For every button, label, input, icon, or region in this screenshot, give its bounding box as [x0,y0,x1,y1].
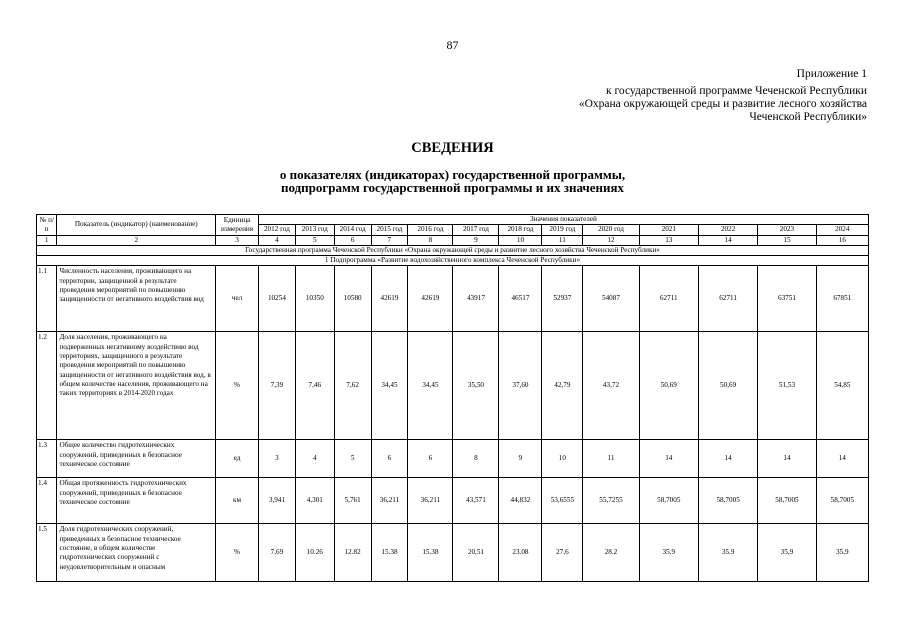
value-cell: 42619 [371,266,408,332]
header-year: 2019 год [542,225,583,235]
value-cell: 7,46 [295,332,334,440]
value-cell: 10254 [259,266,296,332]
value-cell: 35,50 [453,332,499,440]
column-number: 8 [408,235,453,245]
value-cell: 53,6555 [542,478,583,524]
column-number: 15 [758,235,816,245]
table-row [37,524,869,582]
value-cell: 35.9 [698,524,757,582]
header-year: 2023 [758,225,816,235]
value-cell: 36,211 [408,478,453,524]
subtitle-line: о показателях (индикаторах) государственной программы, [279,167,626,182]
appendix-line: «Охрана окружающей среды и развитие лесного хозяйства [578,98,867,110]
value-cell: 54087 [583,266,639,332]
value-cell: 15.38 [408,524,453,582]
header-no: № п/п [37,215,57,236]
column-number: 12 [583,235,639,245]
value-cell: 14 [816,440,868,478]
column-number: 11 [542,235,583,245]
value-cell: 34,45 [408,332,453,440]
value-cell: 6 [408,440,453,478]
value-cell: 43917 [453,266,499,332]
value-cell: 7,69 [259,524,296,582]
unit-cell: ед [216,440,259,478]
header-year: 2016 год [408,225,453,235]
column-number: 1 [37,235,57,245]
row-number: 1.3 [37,440,57,478]
value-cell: 62711 [639,266,698,332]
value-cell: 10580 [334,266,371,332]
indicator-name: Доля населения, проживающего на подверженных негативному воздействию вод территориях, защищенного в результате проведения мероприятий по повышению защищенности от негативного воздействия вод, в общем количестве населения, проживающего на таких территориях в 2014-2020 годах [57,332,216,440]
program-row [37,245,869,255]
table-row [37,332,869,440]
value-cell: 62711 [698,266,757,332]
column-number: 3 [216,235,259,245]
appendix-label: Приложение 1 [796,68,867,80]
header-year: 2013 год [295,225,334,235]
value-cell: 58,7005 [758,478,816,524]
value-cell: 37,60 [499,332,542,440]
header-year: 2020 год [583,225,639,235]
value-cell: 63751 [758,266,816,332]
value-cell: 3,941 [259,478,296,524]
indicator-name: Доля гидротехнических сооружений, приведенных в безопасное техническое состояние, в общем количестве гидротехнических сооружений с неудовлетворительным и опасным [57,524,216,582]
row-number: 1.2 [37,332,57,440]
header-year: 2017 год [453,225,499,235]
value-cell: 35,9 [816,524,868,582]
value-cell: 35.9 [639,524,698,582]
column-number: 14 [698,235,757,245]
value-cell: 10.26 [295,524,334,582]
value-cell: 3 [259,440,296,478]
column-number: 16 [816,235,868,245]
value-cell: 50,69 [639,332,698,440]
column-number: 4 [259,235,296,245]
indicators-table [36,214,869,582]
appendix-block [579,68,867,124]
value-cell: 20,51 [453,524,499,582]
value-cell: 28.2 [583,524,639,582]
value-cell: 55,7255 [583,478,639,524]
column-number: 5 [295,235,334,245]
value-cell: 5 [334,440,371,478]
value-cell: 10350 [295,266,334,332]
value-cell: 50,69 [698,332,757,440]
value-cell: 6 [371,440,408,478]
header-year: 2012 год [259,225,296,235]
subprogram-title: 1 Подпрограмма «Развитие водохозяйственного комплекса Чеченской Республики» [37,256,869,266]
value-cell: 4,301 [295,478,334,524]
header-year: 2022 [698,225,757,235]
program-title: Государственная программа Чеченской Республики «Охрана окружающей среды и развитие лесного хозяйства Чеченской Республики» [37,245,869,255]
value-cell: 54,85 [816,332,868,440]
value-cell: 27,6 [542,524,583,582]
value-cell: 14 [758,440,816,478]
appendix-line: к государственной программе Чеченской Республики [606,85,867,97]
column-number: 7 [371,235,408,245]
column-number: 10 [499,235,542,245]
table-row [37,478,869,524]
column-numbers-row [37,235,869,245]
header-year: 2021 [639,225,698,235]
document-subtitle [0,168,905,194]
appendix-line: Чеченской Республики» [749,111,867,123]
document-title: СВЕДЕНИЯ [411,140,494,156]
header-year: 2018 год [499,225,542,235]
value-cell: 12.82 [334,524,371,582]
value-cell: 10 [542,440,583,478]
unit-cell: % [216,332,259,440]
row-number: 1.1 [37,266,57,332]
value-cell: 46517 [499,266,542,332]
indicator-name: Общее количество гидротехнических сооружений, приведенных в безопасное техническое состояние [57,440,216,478]
value-cell: 4 [295,440,334,478]
value-cell: 42,79 [542,332,583,440]
column-number: 2 [57,235,216,245]
header-unit: Единица измерения [216,215,259,236]
value-cell: 9 [499,440,542,478]
table-row [37,266,869,332]
header-row-top [37,215,869,225]
header-year: 2015 год [371,225,408,235]
unit-cell: км [216,478,259,524]
header-year: 2024 [816,225,868,235]
value-cell: 34,45 [371,332,408,440]
subprogram-row [37,256,869,266]
value-cell: 42619 [408,266,453,332]
value-cell: 7,39 [259,332,296,440]
column-number: 6 [334,235,371,245]
value-cell: 11 [583,440,639,478]
header-values-group: Значения показателей [259,215,869,225]
header-year: 2014 год [334,225,371,235]
value-cell: 58,7005 [816,478,868,524]
table-row [37,440,869,478]
indicator-name: Численность населения, проживающего на территории, защищенной в результате проведения мероприятий по повышению защищенности от негативного воздействия вод [57,266,216,332]
value-cell: 7,62 [334,332,371,440]
value-cell: 14 [639,440,698,478]
value-cell: 51,53 [758,332,816,440]
value-cell: 67851 [816,266,868,332]
row-number: 1.4 [37,478,57,524]
subtitle-line: подпрограмм государственной программы и их значениях [280,180,625,195]
value-cell: 43,571 [453,478,499,524]
column-number: 9 [453,235,499,245]
row-number: 1.5 [37,524,57,582]
value-cell: 43,72 [583,332,639,440]
unit-cell: чел [216,266,259,332]
value-cell: 52937 [542,266,583,332]
header-indicator: Показатель (индикатор) (наименование) [57,215,216,236]
unit-cell: % [216,524,259,582]
value-cell: 58,7005 [639,478,698,524]
value-cell: 5,761 [334,478,371,524]
value-cell: 35,9 [758,524,816,582]
value-cell: 36,211 [371,478,408,524]
value-cell: 23.08 [499,524,542,582]
value-cell: 44,832 [499,478,542,524]
value-cell: 8 [453,440,499,478]
value-cell: 58,7005 [698,478,757,524]
value-cell: 15.38 [371,524,408,582]
indicator-name: Общая протяженность гидротехнических сооружений, приведенных в безопасное техническое состояние [57,478,216,524]
page-number: 87 [446,38,459,52]
value-cell: 14 [698,440,757,478]
column-number: 13 [639,235,698,245]
